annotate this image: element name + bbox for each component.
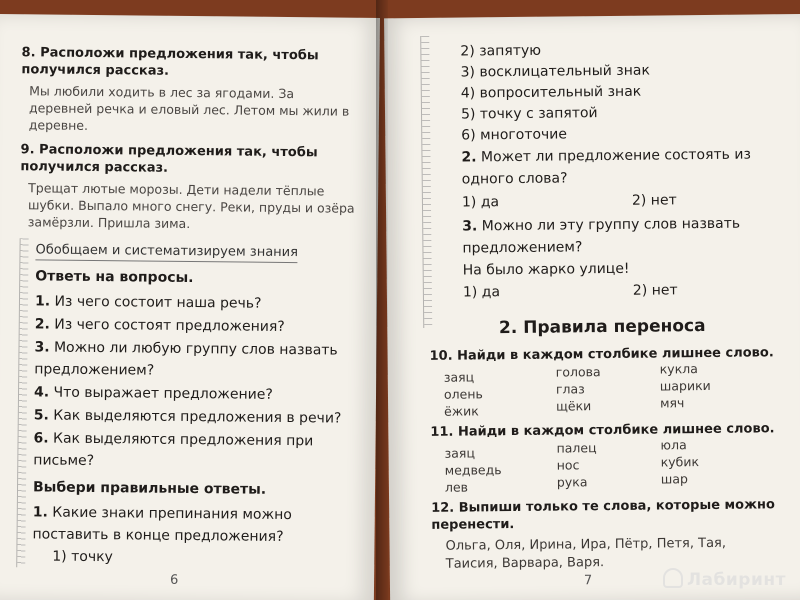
- word: шарики: [659, 377, 711, 394]
- word: щёки: [556, 398, 592, 414]
- left-page: [0, 14, 380, 600]
- option-5: 5) точку с запятой: [460, 105, 598, 123]
- task-11-title: 11. Найди в каждом столбике лишнее слово.: [430, 421, 775, 440]
- question-text: Как выделяются предложения при письме?: [33, 430, 314, 470]
- word: шар: [660, 471, 688, 487]
- summary-heading: Обобщаем и систематизируем знания: [35, 241, 298, 263]
- page-number: 7: [583, 573, 593, 589]
- word-column: [660, 435, 761, 493]
- answer-no: 2) нет: [631, 192, 677, 209]
- question-number: 6.: [33, 430, 49, 447]
- q3-example: На было жарко улице!: [462, 260, 630, 279]
- word: нос: [556, 457, 580, 473]
- question-text: Из чего состоят предложения?: [54, 316, 285, 335]
- section-title: 2. Правила переноса: [498, 316, 706, 339]
- word: ёжик: [444, 403, 479, 419]
- q3-answers: [463, 278, 775, 303]
- task-10-title: 10. Найди в каждом столбике лишнее слово.: [429, 345, 774, 364]
- question-text: Из чего состоит наша речь?: [54, 293, 262, 312]
- word: голова: [555, 364, 601, 380]
- word-column: [556, 362, 661, 418]
- question-q2: [461, 143, 773, 190]
- word: заяц: [444, 445, 476, 461]
- choose-heading: Выбери правильные ответы.: [32, 479, 267, 498]
- question-2: [35, 313, 355, 338]
- right-page: [384, 14, 800, 600]
- question-4: [34, 381, 354, 406]
- watermark-text: Лабиринт: [686, 570, 786, 590]
- book-gutter: [376, 0, 388, 600]
- word: кубик: [660, 454, 700, 470]
- task-8-text: Мы любили ходить в лес за ягодами. За деревней речка и еловый лес. Летом мы жили в деревне.: [28, 83, 350, 133]
- question-6: [33, 427, 353, 474]
- word-column: [660, 359, 761, 417]
- task-11-columns: [444, 437, 777, 495]
- word-column: [444, 444, 557, 496]
- summary-section: [16, 238, 355, 571]
- question-number: 3.: [462, 218, 478, 235]
- answer-yes: 1) да: [462, 284, 501, 301]
- word: олень: [443, 386, 483, 402]
- word-column: [444, 368, 557, 420]
- question-number: 2.: [34, 316, 50, 333]
- option-6: 6) многоточие: [461, 126, 568, 144]
- question-text: Можно ли любую группу слов назвать предложением?: [34, 339, 338, 379]
- question-number: 3.: [34, 339, 50, 356]
- choice-question: [32, 501, 352, 548]
- task-9-text: Трещат лютые морозы. Дети надели тёплые шубки. Выпало много снегу. Реки, пруды и озёра замёрзли. Пришла зима.: [27, 180, 355, 232]
- page-number: 6: [170, 572, 179, 588]
- question-number: 1.: [32, 504, 48, 521]
- word: глаз: [555, 381, 585, 397]
- task-12-title: 12. Выпиши только те слова, которые можно перенести.: [431, 497, 775, 533]
- margin-rule: [16, 238, 28, 567]
- word: медведь: [444, 462, 502, 478]
- option-4: 4) вопросительный знак: [460, 83, 642, 102]
- question-5: [34, 404, 354, 429]
- answer-yes: 1) да: [461, 194, 500, 211]
- question-text: Может ли предложение состоять из одного слова?: [461, 146, 751, 188]
- word: мяч: [659, 395, 685, 411]
- option-1: 1) точку: [52, 548, 113, 566]
- option-3: 3) восклицательный знак: [460, 62, 650, 81]
- question-text: Как выделяются предложения в речи?: [53, 407, 342, 427]
- word: заяц: [443, 369, 475, 385]
- question-text: Можно ли эту группу слов назвать предложением?: [462, 215, 741, 257]
- word: кукла: [659, 361, 698, 377]
- margin-rule: [420, 36, 432, 328]
- question-number: 4.: [33, 384, 50, 401]
- question-number: 1.: [34, 293, 51, 310]
- question-text: Что выражает предложение?: [53, 384, 273, 403]
- question-number: 2.: [461, 149, 477, 166]
- task-10-columns: [443, 361, 777, 419]
- word-column: [556, 438, 661, 494]
- options-column: [426, 38, 775, 304]
- watermark: [663, 568, 786, 590]
- labyrinth-logo-icon: [663, 568, 683, 588]
- question-text: Какие знаки препинания можно поставить в конце предложения?: [32, 504, 292, 545]
- word: рука: [556, 474, 588, 490]
- question-number: 5.: [33, 407, 49, 424]
- question-q3: [462, 212, 774, 259]
- question-1: [35, 290, 355, 315]
- option-2: 2) запятую: [460, 42, 542, 60]
- answer-heading: Ответь на вопросы.: [35, 268, 194, 287]
- task-9-title: 9. Расположи предложения так, чтобы получился рассказ.: [20, 142, 318, 176]
- word: юла: [660, 437, 687, 453]
- word: лев: [444, 479, 469, 495]
- q2-answers: [462, 188, 774, 213]
- answer-no: 2) нет: [632, 282, 678, 299]
- question-3: [34, 336, 354, 383]
- task-8-title: 8. Расположи предложения так, чтобы получился рассказ.: [21, 45, 319, 79]
- task-12-words: Ольга, Оля, Ирина, Ира, Пётр, Петя, Тая, Таисия, Варвара, Варя.: [445, 535, 727, 572]
- word: палец: [556, 440, 597, 456]
